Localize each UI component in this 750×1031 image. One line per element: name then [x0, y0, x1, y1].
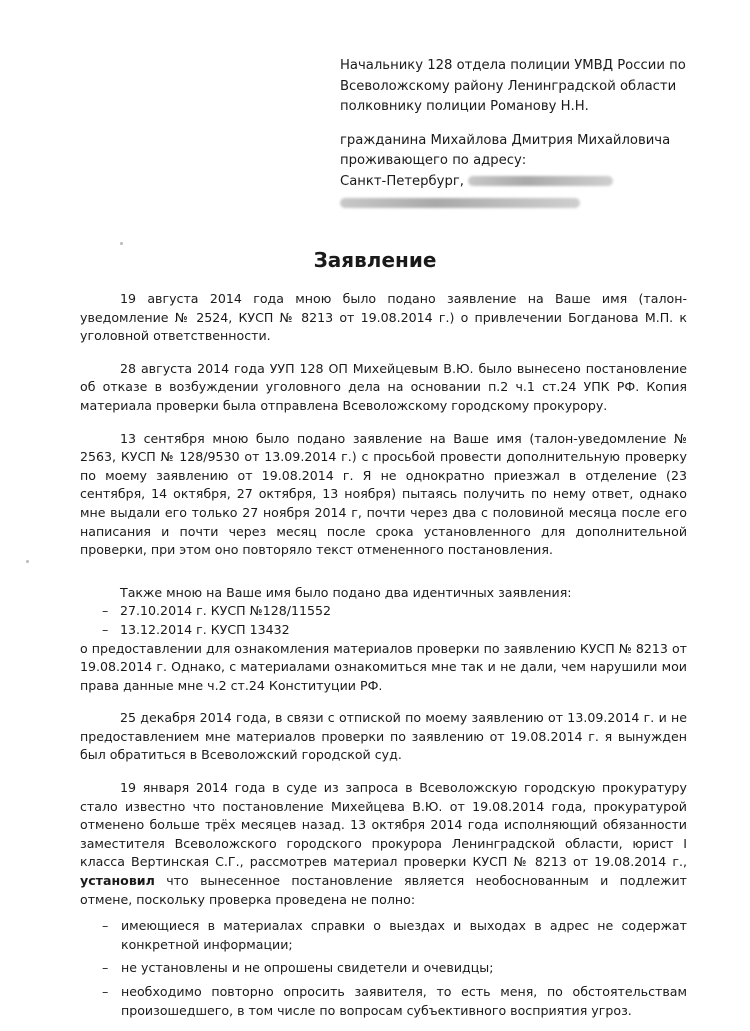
sender-city — [340, 172, 730, 193]
dash-bullet: – — [102, 918, 109, 934]
redacted-address — [340, 198, 580, 208]
addressee-block — [340, 56, 730, 213]
list-item — [80, 983, 687, 1020]
dash-bullet: – — [102, 984, 109, 999]
list-item-text: не установлены и не опрошены свидетели и очевидцы; — [121, 960, 494, 976]
sender-address-line-2 — [340, 192, 730, 213]
addressee-line: полковнику полиции Романову Н.Н. — [340, 99, 589, 114]
scan-speck — [120, 242, 123, 245]
request-list — [80, 602, 687, 639]
sender-address-label: проживающего по адресу: — [340, 153, 527, 168]
paragraph: 13 сентября мною было подано заявление на Ваше имя (талон-уведомление № 2563, КУСП № 128/9530 от 13.09.2014 г.) с просьбой провести дополнительную проверку по моему заявлению от 19.08.2014 г. Я не однократно приезжал в отделение (23 сентября, 14 октября, 27 октября, 13 ноября) пытаясь получить по нему ответ, однако мне выдали его только 27 ноября 2014 г, почти через два с половиной месяца после его написания и почти через месяц после срока установленного для дополнительной проверки, при этом оно повторяло текст отмененного постановления. — [80, 430, 687, 558]
document-body — [80, 290, 687, 1025]
bold-word: установил — [80, 873, 155, 889]
list-item-text: имеющиеся в материалах справки о выездах и выходах в адрес не содержат конкретной информации; — [121, 918, 687, 952]
list-item — [80, 917, 687, 954]
list-item-text: 27.10.2014 г. КУСП №128/11552 — [120, 603, 332, 619]
addressee-line: Начальнику 128 отдела полиции УМВД России по — [340, 58, 686, 73]
paragraph-text: 19 января 2014 года в суде из запроса в Всеволожскую городскую прокуратуру стало известно что постановление Михейцева В.Ю. от 19.08.2014 года, прокуратурой отменено больше трёх месяцев назад. 13 октября 2014 года исполняющий обязанности заместителя Всеволожского городского прокурора Ленинградской области, юрист I класса Вертинская С.Г., рассмотрев материал проверки КУСП № 8213 от 19.08.2014 г., — [80, 780, 687, 870]
paragraph — [80, 779, 687, 909]
findings-list — [80, 917, 687, 1020]
list-item — [80, 602, 687, 621]
list-item — [80, 621, 687, 640]
paragraph: 19 августа 2014 года мною было подано заявление на Ваше имя (талон-уведомление № 2524, КУСП № 8213 от 19.08.2014 г.) о привлечении Богданова М.П. к уголовной ответственности. — [80, 291, 687, 344]
list-item-text: необходимо повторно опросить заявителя, то есть меня, по обстоятельствам произошедшего, в том числе по вопросам субъективного восприятия угроз. — [121, 984, 687, 1018]
dash-bullet: – — [102, 621, 109, 637]
addressee-line: Всеволожскому району Ленинградской области — [340, 78, 677, 94]
document-title: Заявление — [313, 248, 437, 272]
paragraph: 28 августа 2014 года УУП 128 ОП Михейцевым В.Ю. было вынесено постановление об отказе в возбуждении уголовного дела на основании п.2 ч.1 ст.24 УПК РФ. Копия материала проверки была отправлена Всеволожскому городскому прокурору. — [80, 360, 687, 413]
scan-speck — [26, 560, 29, 563]
paragraph: 25 декабря 2014 года, в связи с отпиской по моему заявлению от 13.09.2014 г. и не предоставлением мне материалов проверки по заявлению от 19.08.2014 г. я вынужден был обратиться в Всеволожский городской суд. — [80, 710, 687, 763]
paragraph: Также мною на Ваше имя было подано два идентичных заявления: — [120, 584, 572, 600]
sender-name: гражданина Михайлова Дмитрия Михайловича — [340, 132, 671, 148]
redacted-address — [468, 176, 613, 186]
paragraph: о предоставлении для ознакомления материалов проверки по заявлению КУСП № 8213 от 19.08.2014 г. Однако, с материалами ознакомиться мне так и не дали, чем нарушили мои права данные мне ч.2 ст.24 Конституции РФ. — [80, 640, 687, 693]
list-item — [80, 959, 687, 978]
sender-city-text: Санкт-Петербург, — [340, 173, 464, 189]
dash-bullet: – — [102, 960, 109, 976]
paragraph-text: что вынесенное постановление является необоснованным и подлежит отмене, поскольку проверка проведена не полно: — [80, 873, 687, 907]
list-item-text: 13.12.2014 г. КУСП 13432 — [120, 621, 290, 637]
dash-bullet: – — [102, 603, 109, 619]
